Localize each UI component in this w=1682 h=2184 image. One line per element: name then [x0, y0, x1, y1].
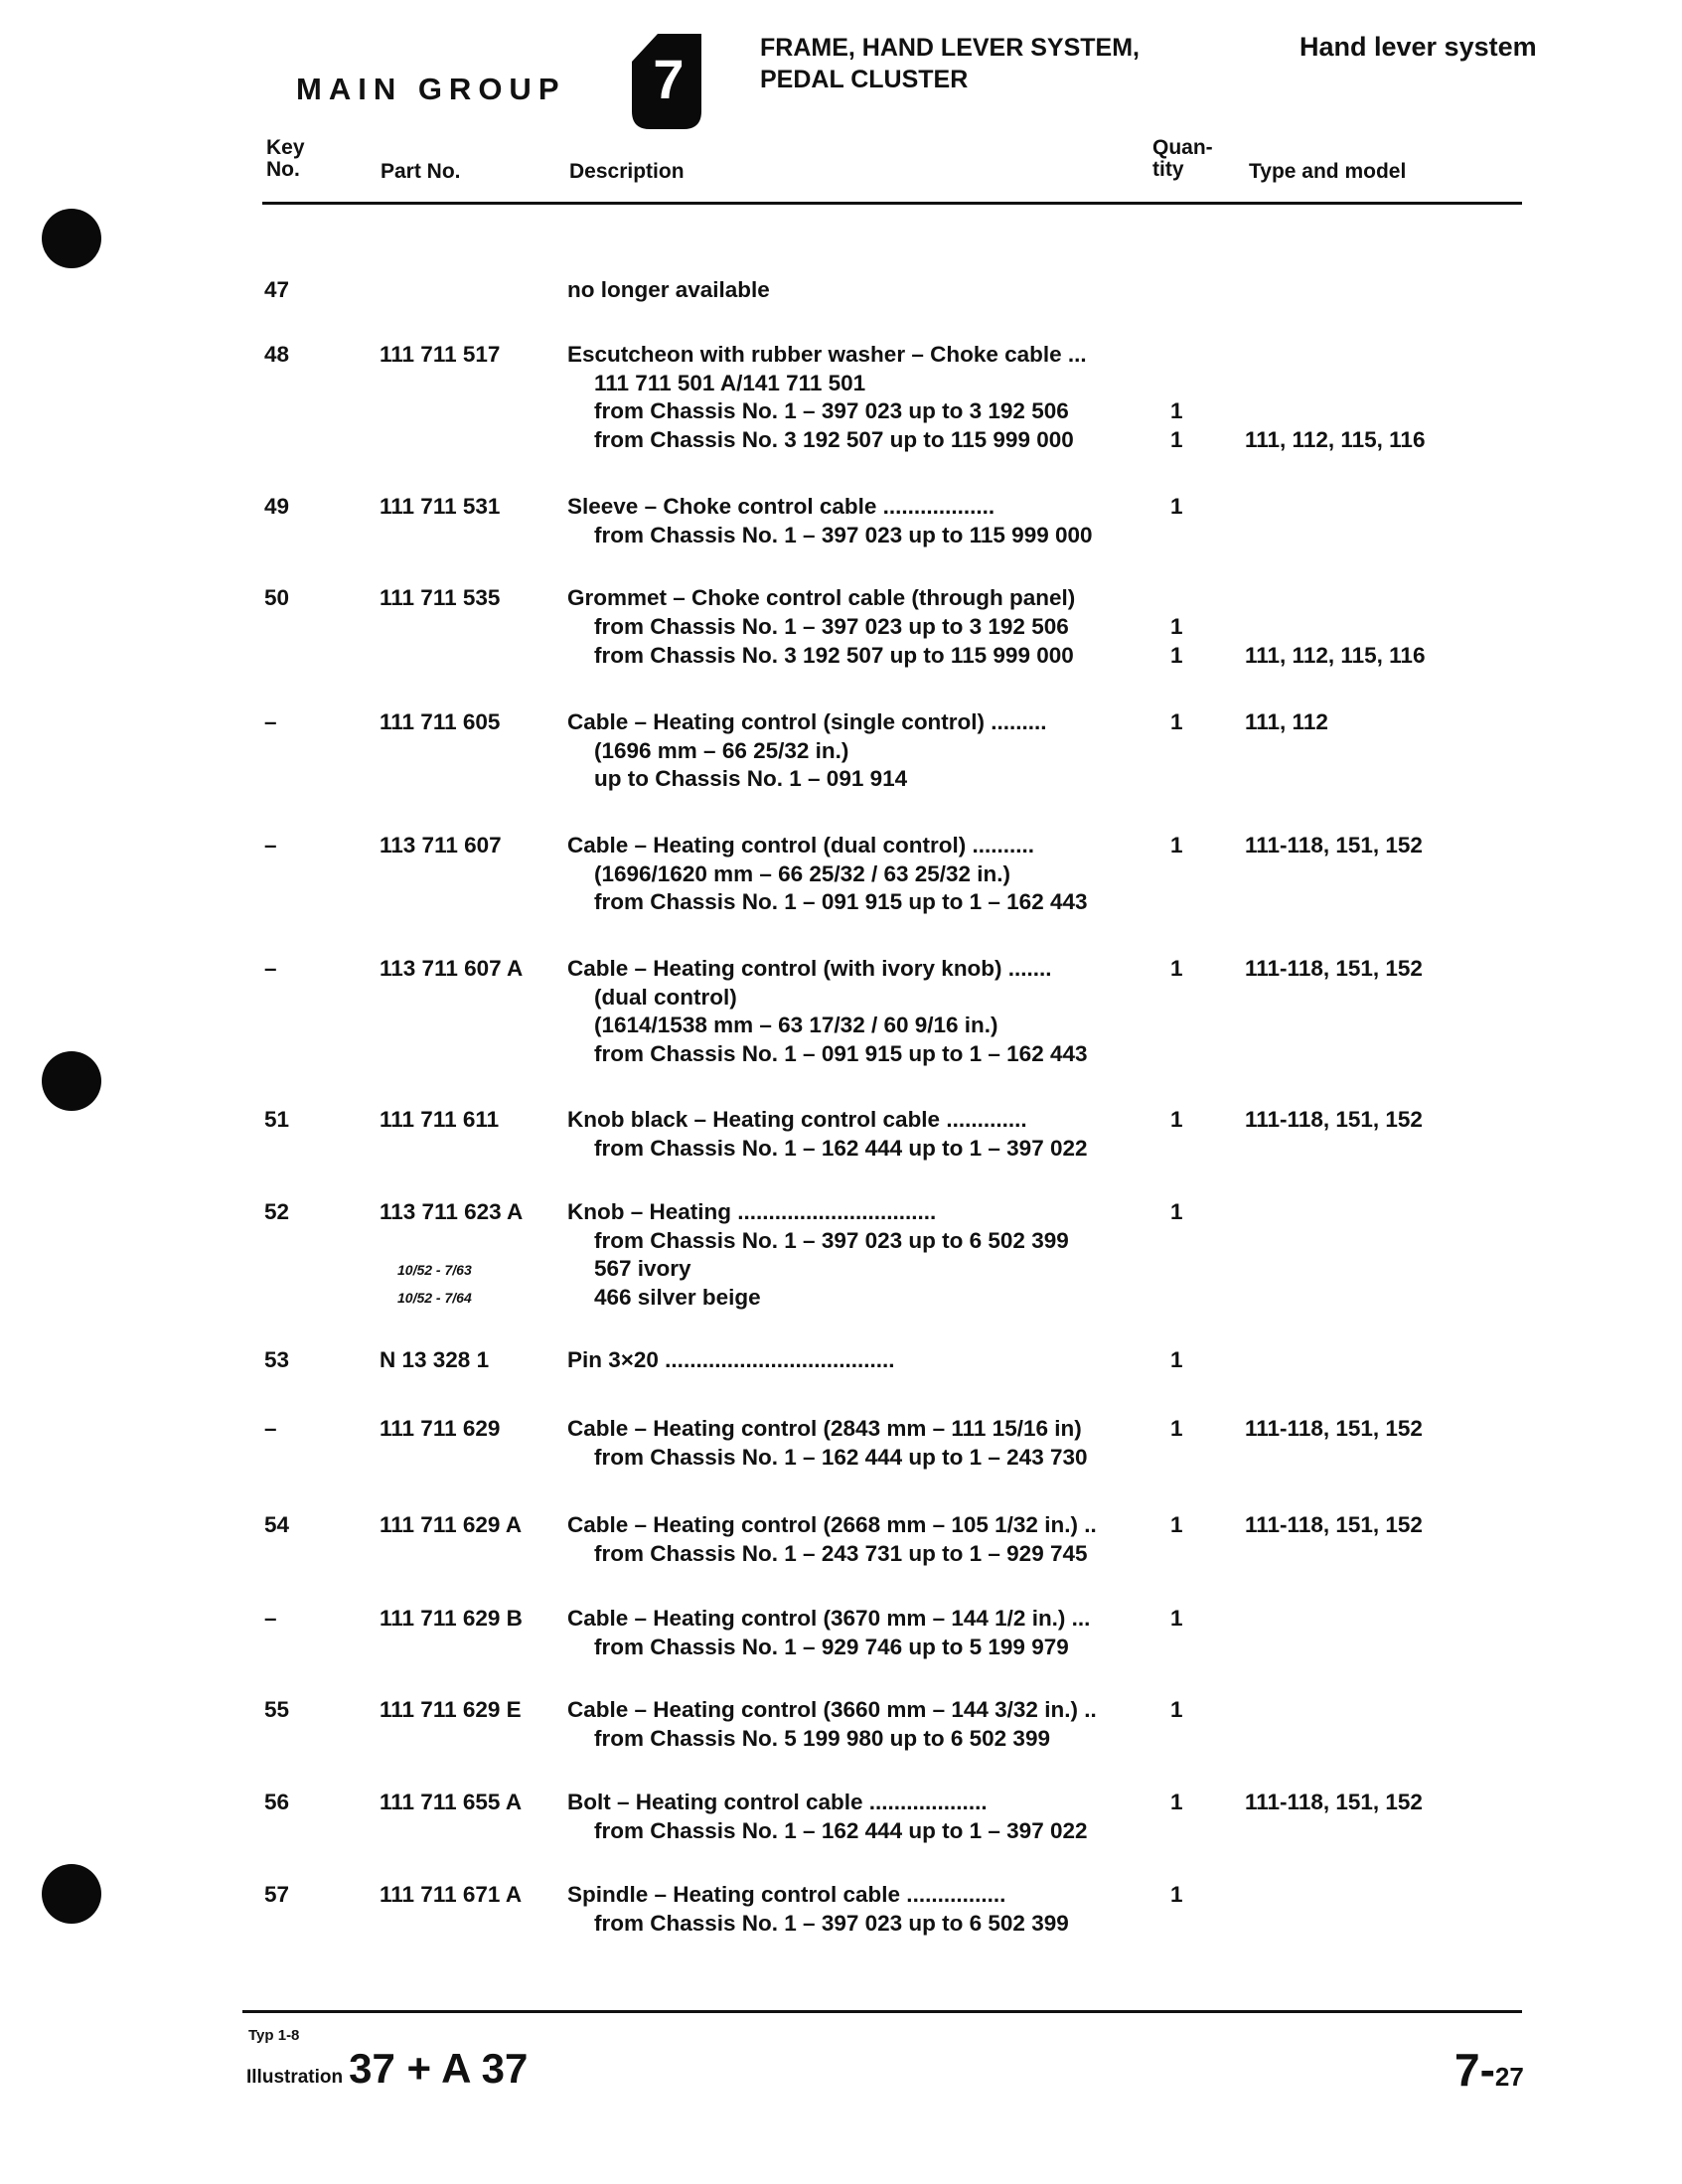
quantity: 1 — [1170, 1512, 1183, 1537]
description-line: 466 silver beige — [594, 1284, 761, 1310]
description-line: up to Chassis No. 1 – 091 914 — [594, 766, 908, 791]
key-number: 53 — [264, 1347, 290, 1372]
description — [567, 1696, 1134, 1753]
footer-typ: Typ 1-8 — [248, 2027, 300, 2044]
header-rule — [262, 202, 1522, 205]
quantity: 1 — [1170, 1882, 1183, 1907]
description-line: from Chassis No. 1 – 397 023 up to 3 192 506 — [594, 398, 1069, 423]
type-and-model: 111-118, 151, 152 — [1245, 1512, 1423, 1537]
quantity: 1 — [1170, 427, 1183, 452]
date-code: 10/52 - 7/63 — [397, 1262, 472, 1278]
description-line: (dual control) — [594, 984, 737, 1010]
type-and-model: 111, 112 — [1245, 709, 1328, 734]
description — [567, 1415, 1134, 1472]
col-type-model: Type and model — [1249, 160, 1407, 183]
description-line: (1696/1620 mm – 66 25/32 / 63 25/32 in.) — [594, 860, 1011, 886]
quantity: 1 — [1170, 956, 1183, 981]
part-number: 113 711 607 — [380, 833, 502, 858]
type-and-model: 111-118, 151, 152 — [1245, 833, 1423, 858]
part-number: N 13 328 1 — [380, 1347, 490, 1372]
description — [567, 832, 1134, 917]
description-line: Cable – Heating control (3670 mm – 144 1/2 in.) ... — [567, 1606, 1091, 1631]
description — [567, 493, 1134, 522]
key-number: 52 — [264, 1199, 290, 1224]
key-number: 47 — [264, 277, 290, 302]
description-line: (1614/1538 mm – 63 17/32 / 60 9/16 in.) — [594, 1013, 998, 1037]
description-line: Bolt – Heating control cable ................... — [567, 1790, 988, 1814]
description-line: Cable – Heating control (3660 mm – 144 3/32 in.) .. — [567, 1697, 1097, 1722]
page-number: 7-27 — [1454, 2044, 1524, 2096]
type-and-model: 111-118, 151, 152 — [1245, 1107, 1423, 1132]
part-number: 111 711 605 — [380, 709, 501, 734]
key-number: – — [264, 1606, 277, 1631]
description — [567, 1605, 1134, 1661]
description — [567, 708, 1134, 794]
description — [567, 1198, 1134, 1312]
description-line: from Chassis No. 1 – 397 023 up to 6 502 399 — [594, 1227, 1069, 1253]
description-line: from Chassis No. 1 – 243 731 up to 1 – 929 745 — [594, 1540, 1088, 1566]
part-number: 111 711 629 — [380, 1416, 501, 1441]
key-number: 56 — [264, 1790, 290, 1814]
quantity: 1 — [1170, 1416, 1183, 1441]
key-number: 55 — [264, 1697, 290, 1722]
description — [567, 1106, 1134, 1163]
key-number: 50 — [264, 585, 290, 610]
description-line: Knob black – Heating control cable ............. — [567, 1107, 1027, 1132]
page-header — [0, 28, 1682, 127]
description — [567, 584, 1134, 613]
description-line: from Chassis No. 1 – 162 444 up to 1 – 243 730 — [594, 1444, 1088, 1470]
quantity: 1 — [1170, 1107, 1183, 1132]
description — [567, 1346, 1134, 1375]
part-number: 111 711 531 — [380, 494, 501, 519]
part-number: 111 711 655 A — [380, 1790, 523, 1814]
description-line: Cable – Heating control (single control) ......... — [567, 709, 1047, 734]
part-number: 111 711 535 — [380, 585, 501, 610]
description-line: from Chassis No. 1 – 162 444 up to 1 – 397 022 — [594, 1817, 1088, 1843]
key-number: 51 — [264, 1107, 290, 1132]
quantity: 1 — [1170, 709, 1183, 734]
description-line: 111 711 501 A/141 711 501 — [594, 370, 866, 395]
type-and-model: 111-118, 151, 152 — [1245, 1416, 1423, 1441]
type-and-model: 111-118, 151, 152 — [1245, 1790, 1423, 1814]
description — [567, 522, 1134, 550]
description-line: from Chassis No. 1 – 162 444 up to 1 – 397 022 — [594, 1135, 1088, 1161]
description-line: Spindle – Heating control cable ................ — [567, 1882, 1006, 1907]
description-line: from Chassis No. 1 – 397 023 up to 6 502 399 — [594, 1910, 1069, 1936]
part-number: 113 711 623 A — [380, 1199, 524, 1224]
description-line: Cable – Heating control (2668 mm – 105 1/32 in.) .. — [567, 1512, 1097, 1537]
description-line: Escutcheon with rubber washer – Choke cable ... — [567, 342, 1087, 367]
part-number: 113 711 607 A — [380, 956, 524, 981]
quantity: 1 — [1170, 494, 1183, 519]
punch-hole — [42, 1864, 101, 1924]
quantity: 1 — [1170, 643, 1183, 668]
type-and-model: 111, 112, 115, 116 — [1245, 643, 1426, 668]
part-number: 111 711 671 A — [380, 1882, 523, 1907]
quantity: 1 — [1170, 1199, 1183, 1224]
description — [567, 613, 1134, 642]
type-and-model: 111, 112, 115, 116 — [1245, 427, 1426, 452]
quantity: 1 — [1170, 614, 1183, 639]
punch-hole — [42, 209, 101, 268]
part-number: 111 711 611 — [380, 1107, 500, 1132]
description — [567, 1789, 1134, 1845]
description-line: Cable – Heating control (2843 mm – 111 15/16 in) — [567, 1416, 1082, 1441]
part-number: 111 711 517 — [380, 342, 501, 367]
description-line: Pin 3×20 ..................................... — [567, 1347, 895, 1372]
description — [567, 1881, 1134, 1938]
description — [567, 642, 1134, 671]
quantity: 1 — [1170, 1606, 1183, 1631]
description-line: Grommet – Choke control cable (through panel) — [567, 585, 1076, 610]
quantity: 1 — [1170, 833, 1183, 858]
column-headers — [0, 135, 1682, 195]
description — [567, 341, 1134, 397]
description-line: (1696 mm – 66 25/32 in.) — [594, 737, 849, 763]
description-line: from Chassis No. 3 192 507 up to 115 999 000 — [594, 643, 1074, 668]
col-description: Description — [569, 160, 685, 183]
key-number: – — [264, 1416, 277, 1441]
key-number: – — [264, 956, 277, 981]
type-and-model: 111-118, 151, 152 — [1245, 956, 1423, 981]
description-line: Cable – Heating control (with ivory knob) ....... — [567, 956, 1052, 981]
description — [567, 426, 1134, 455]
description-line: from Chassis No. 1 – 397 023 up to 115 999 000 — [594, 523, 1093, 547]
description-line: from Chassis No. 1 – 397 023 up to 3 192 506 — [594, 614, 1069, 639]
description-line: from Chassis No. 3 192 507 up to 115 999 000 — [594, 427, 1074, 452]
description-line: 567 ivory — [594, 1256, 691, 1281]
footer-illustration: Illustration 37 + A 37 — [246, 2045, 529, 2092]
key-number: 49 — [264, 494, 290, 519]
description-line: no longer available — [567, 277, 770, 302]
section-title: Hand lever system — [1300, 32, 1537, 62]
description-line: from Chassis No. 1 – 091 915 up to 1 – 162 443 — [594, 1040, 1088, 1066]
description — [567, 1511, 1134, 1568]
part-number: 111 711 629 A — [380, 1512, 523, 1537]
key-number: – — [264, 709, 277, 734]
key-number: 54 — [264, 1512, 290, 1537]
footer-rule — [242, 2010, 1522, 2013]
punch-hole — [42, 1051, 101, 1111]
col-key: Key No. — [266, 136, 305, 181]
key-number: 57 — [264, 1882, 290, 1907]
date-code: 10/52 - 7/64 — [397, 1290, 472, 1306]
key-number: – — [264, 833, 277, 858]
description-line: Sleeve – Choke control cable .................. — [567, 494, 995, 519]
group-number: 7 — [653, 48, 685, 110]
quantity: 1 — [1170, 1697, 1183, 1722]
description-line: from Chassis No. 1 – 929 746 up to 5 199 979 — [594, 1634, 1069, 1659]
description-line: Knob – Heating ................................ — [567, 1199, 937, 1224]
description-line: from Chassis No. 5 199 980 up to 6 502 399 — [594, 1725, 1050, 1751]
description — [567, 276, 1134, 305]
key-number: 48 — [264, 342, 290, 367]
col-part: Part No. — [381, 160, 461, 183]
page-title: FRAME, HAND LEVER SYSTEM, PEDAL CLUSTER — [760, 34, 1140, 93]
quantity: 1 — [1170, 1347, 1183, 1372]
description-line: from Chassis No. 1 – 091 915 up to 1 – 162 443 — [594, 889, 1088, 914]
quantity: 1 — [1170, 1790, 1183, 1814]
main-group-label: MAIN GROUP — [296, 72, 566, 106]
col-quantity: Quan- tity — [1152, 136, 1213, 181]
quantity: 1 — [1170, 398, 1183, 423]
description-line: Cable – Heating control (dual control) .......... — [567, 833, 1035, 858]
description — [567, 397, 1134, 426]
part-number: 111 711 629 B — [380, 1606, 523, 1631]
description — [567, 955, 1134, 1068]
part-number: 111 711 629 E — [380, 1697, 522, 1722]
